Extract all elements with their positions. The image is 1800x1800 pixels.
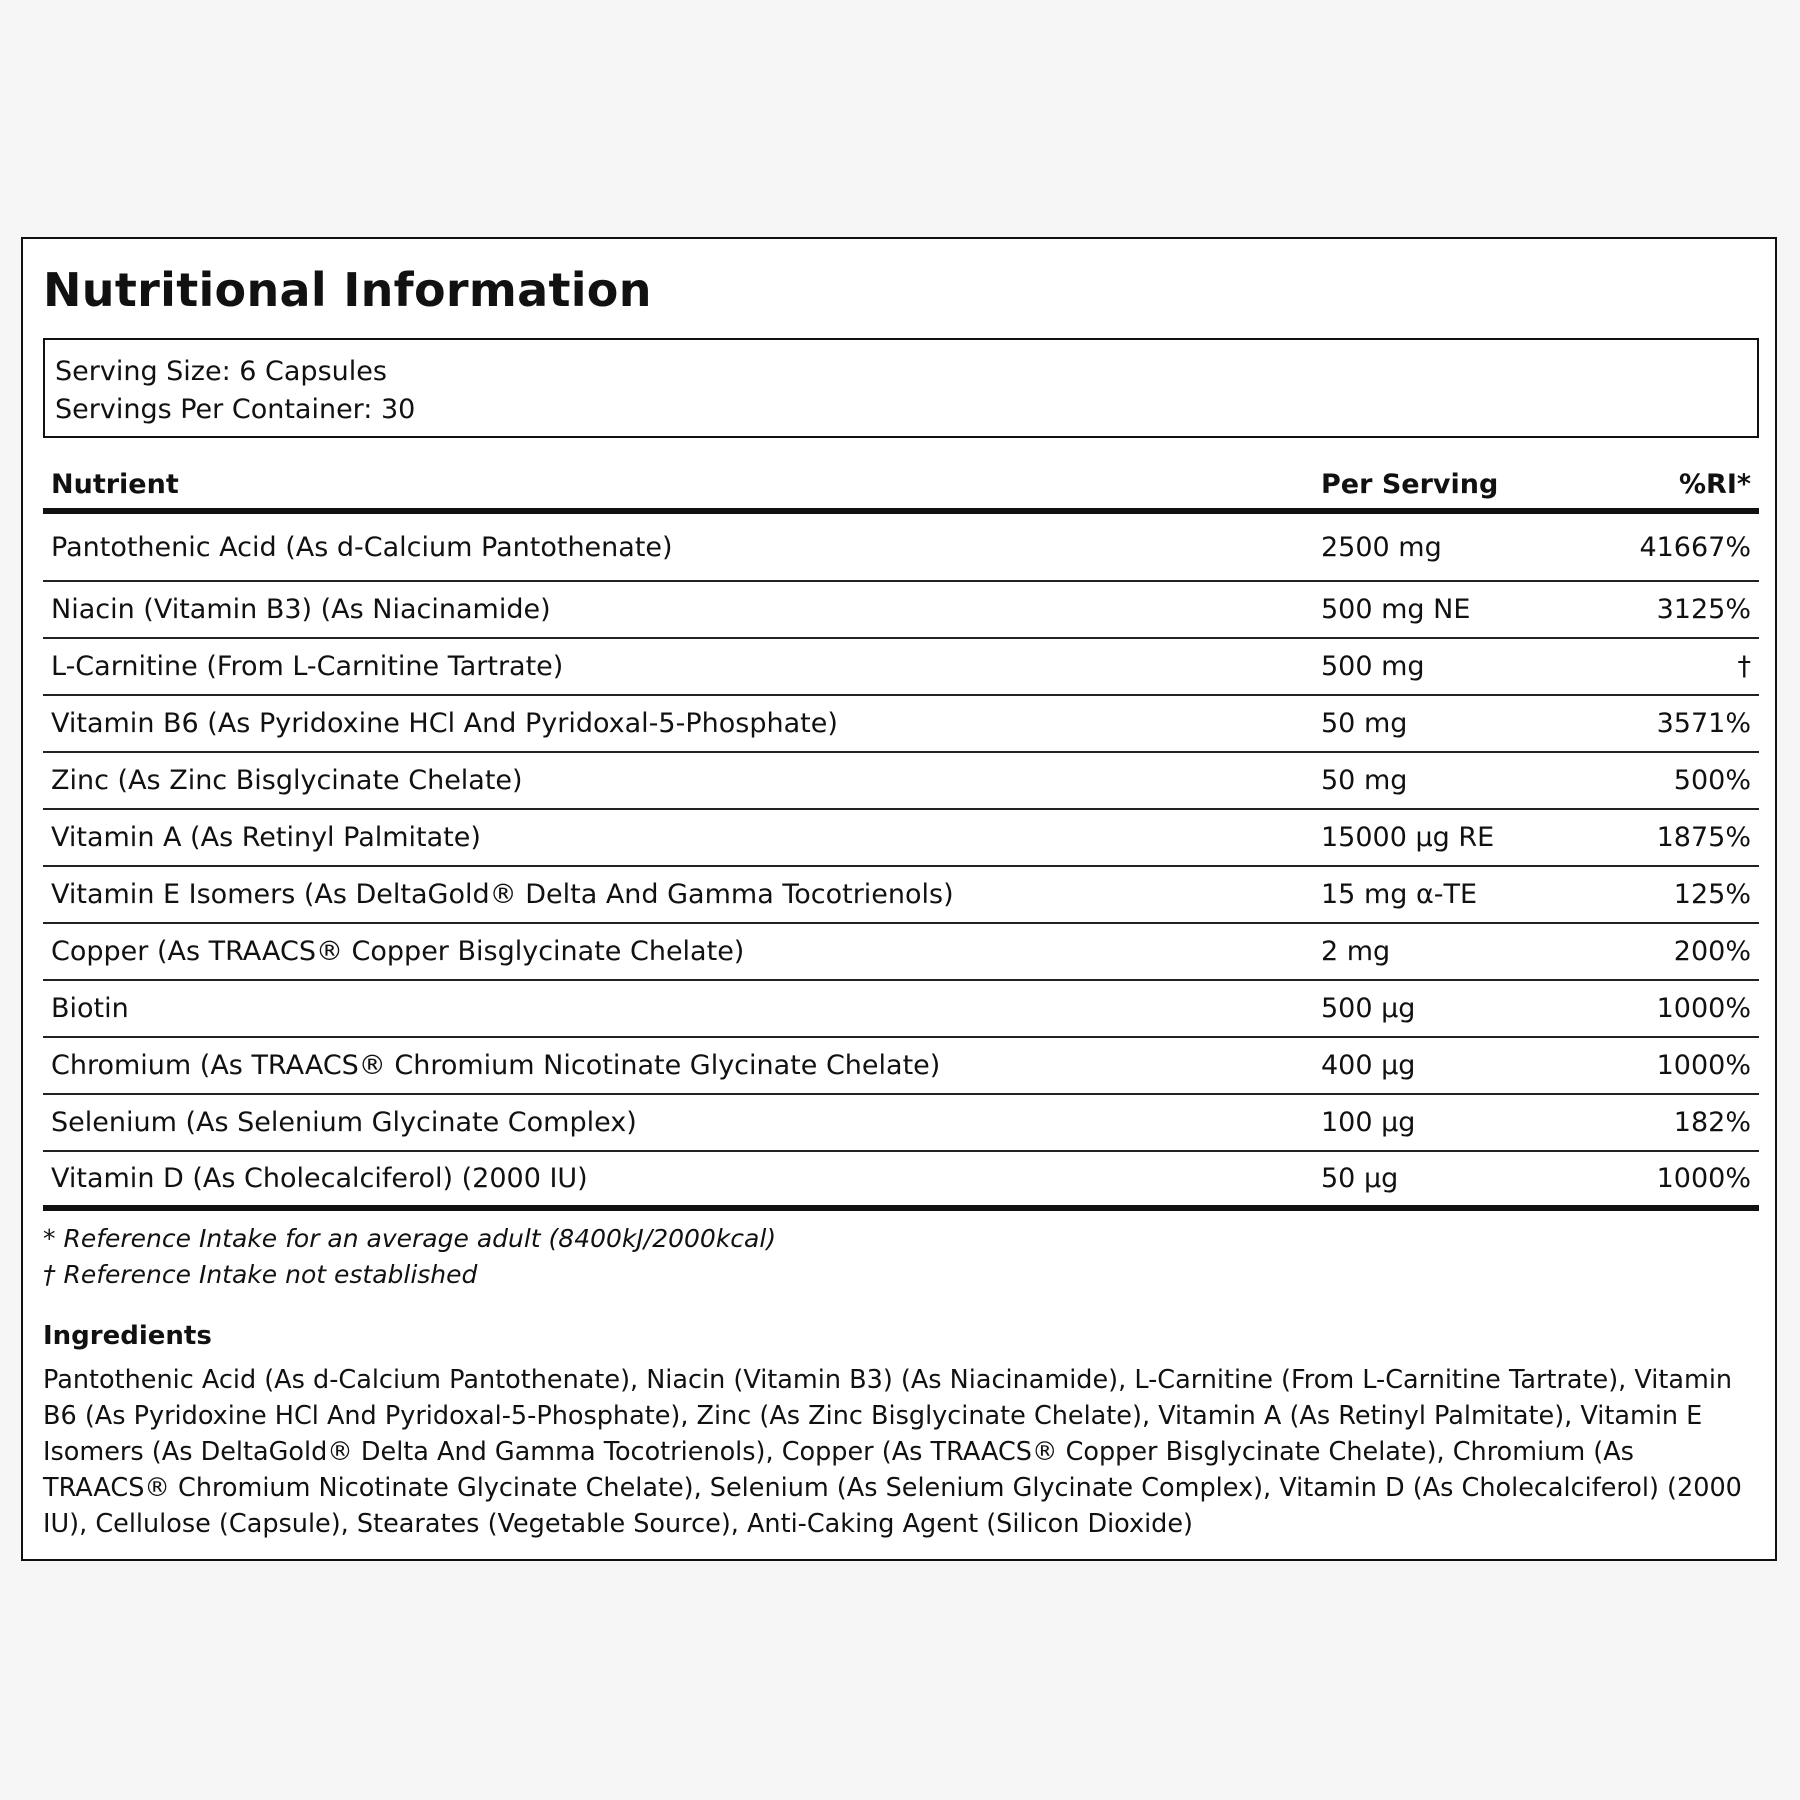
ri-value: 41667% bbox=[1639, 531, 1751, 563]
table-row bbox=[43, 867, 1759, 924]
nutrient-name: Vitamin B6 (As Pyridoxine HCl And Pyridoxal-5-Phosphate) bbox=[51, 708, 838, 739]
per-serving-value: 500 mg NE bbox=[1321, 594, 1471, 625]
servings-per-container: Servings Per Container: 30 bbox=[55, 394, 416, 425]
ri-value: 1000% bbox=[1656, 993, 1751, 1024]
header-ri: %RI* bbox=[1678, 468, 1751, 500]
ri-value: 200% bbox=[1673, 936, 1751, 967]
header-nutrient: Nutrient bbox=[51, 468, 179, 500]
ri-value: 182% bbox=[1673, 1107, 1751, 1138]
ri-value: 3571% bbox=[1656, 708, 1751, 739]
ri-value: 500% bbox=[1673, 765, 1751, 796]
nutrient-name: Vitamin E Isomers (As DeltaGold® Delta And Gamma Tocotrienols) bbox=[51, 879, 954, 910]
table-row bbox=[43, 981, 1759, 1038]
ingredients-heading: Ingredients bbox=[43, 1321, 212, 1351]
per-serving-value: 15 mg α-TE bbox=[1321, 879, 1478, 910]
per-serving-value: 500 mg bbox=[1321, 651, 1425, 682]
nutrient-table bbox=[43, 460, 1759, 1211]
nutrient-name: Chromium (As TRAACS® Chromium Nicotinate Glycinate Chelate) bbox=[51, 1050, 941, 1081]
per-serving-value: 2500 mg bbox=[1321, 531, 1442, 563]
per-serving-value: 100 µg bbox=[1321, 1107, 1416, 1138]
header-per-serving: Per Serving bbox=[1321, 468, 1499, 500]
table-row bbox=[43, 1038, 1759, 1095]
nutrient-name: Vitamin A (As Retinyl Palmitate) bbox=[51, 822, 481, 853]
table-row bbox=[43, 810, 1759, 867]
ri-value: 1000% bbox=[1656, 1163, 1751, 1194]
per-serving-value: 50 mg bbox=[1321, 765, 1408, 796]
table-row bbox=[43, 582, 1759, 639]
nutrient-name: Biotin bbox=[51, 993, 129, 1024]
table-row bbox=[43, 696, 1759, 753]
table-row bbox=[43, 514, 1759, 582]
ingredients-text: Pantothenic Acid (As d-Calcium Pantothenate), Niacin (Vitamin B3) (As Niacinamide), L-Carnitine (From L-Carnitine Tartrate), Vitamin B6 (As Pyridoxine HCl And Pyridoxal-5-Phosphate), Zinc (As Zinc Bisglycinate Chelate), Vitamin A (As Retinyl Palmitate), Vitamin E Isomers (As DeltaGold® Delta And Gamma Tocotrienols), Copper (As TRAACS® Copper Bisglycinate Chelate), Chromium (As TRAACS® Chromium Nicotinate Glycinate Chelate), Selenium (As Selenium Glycinate Complex), Vitamin D (As Cholecalciferol) (2000 IU), Cellulose (Capsule), Stearates (Vegetable Source), Anti-Caking Agent (Silicon Dioxide) bbox=[43, 1365, 1742, 1539]
nutrient-name: Vitamin D (As Cholecalciferol) (2000 IU) bbox=[51, 1163, 588, 1194]
nutrient-name: Pantothenic Acid (As d-Calcium Pantothenate) bbox=[51, 531, 673, 563]
table-row bbox=[43, 924, 1759, 981]
nutrient-name: Copper (As TRAACS® Copper Bisglycinate Chelate) bbox=[51, 936, 745, 967]
ri-value: 3125% bbox=[1656, 594, 1751, 625]
per-serving-value: 2 mg bbox=[1321, 936, 1391, 967]
table-row bbox=[43, 1152, 1759, 1211]
table-header bbox=[43, 460, 1759, 514]
nutrient-name: Niacin (Vitamin B3) (As Niacinamide) bbox=[51, 594, 551, 625]
table-row bbox=[43, 753, 1759, 810]
ri-value: 1000% bbox=[1656, 1050, 1751, 1081]
table-row bbox=[43, 639, 1759, 696]
nutrient-name: Selenium (As Selenium Glycinate Complex) bbox=[51, 1107, 637, 1138]
serving-size: Serving Size: 6 Capsules bbox=[55, 356, 387, 387]
per-serving-value: 400 µg bbox=[1321, 1050, 1416, 1081]
footnote-not-established: † Reference Intake not established bbox=[43, 1260, 478, 1289]
page-title: Nutritional Information bbox=[43, 263, 652, 317]
ri-value: 1875% bbox=[1656, 822, 1751, 853]
per-serving-value: 50 µg bbox=[1321, 1163, 1399, 1194]
per-serving-value: 50 mg bbox=[1321, 708, 1408, 739]
serving-info-box bbox=[43, 338, 1759, 438]
ri-value: † bbox=[1737, 651, 1751, 682]
nutrient-name: L-Carnitine (From L-Carnitine Tartrate) bbox=[51, 651, 564, 682]
table-row bbox=[43, 1095, 1759, 1152]
ri-value: 125% bbox=[1673, 879, 1751, 910]
nutrient-name: Zinc (As Zinc Bisglycinate Chelate) bbox=[51, 765, 523, 796]
nutrition-panel bbox=[21, 237, 1777, 1561]
per-serving-value: 15000 µg RE bbox=[1321, 822, 1495, 853]
per-serving-value: 500 µg bbox=[1321, 993, 1416, 1024]
footnote-ri: * Reference Intake for an average adult (8400kJ/2000kcal) bbox=[43, 1224, 777, 1253]
footnotes bbox=[43, 1221, 776, 1293]
